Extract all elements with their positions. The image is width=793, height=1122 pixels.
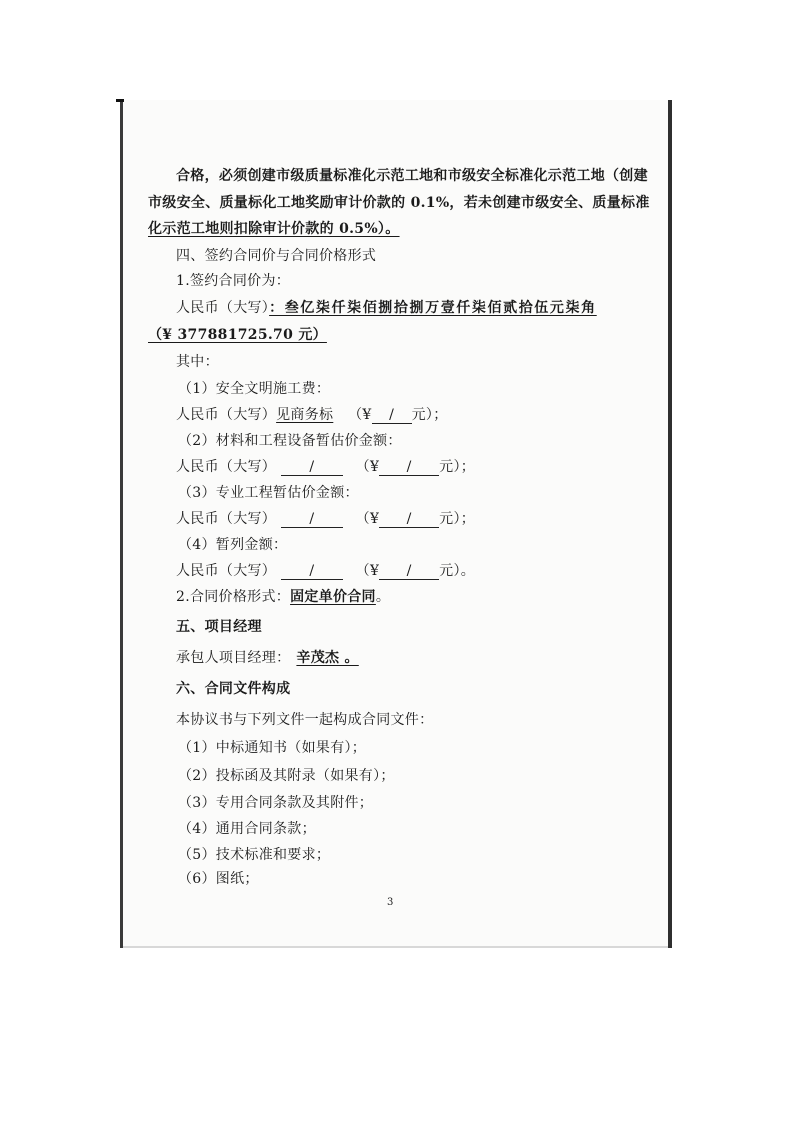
section-4-heading: 四、签约合同价与合同价格形式 xyxy=(176,248,377,264)
price-form-line xyxy=(176,587,390,607)
fee3-amount-line xyxy=(176,509,475,529)
price-form-end: 。 xyxy=(375,589,391,605)
fee1-yen-value: / xyxy=(372,407,412,424)
section-6-heading: 六、合同文件构成 xyxy=(176,681,291,697)
doc-list-item: （4）通用合同条款； xyxy=(178,821,316,837)
fee2-rmb-label: 人民币（大写） xyxy=(176,459,277,475)
fee4-yen-value: / xyxy=(379,563,439,580)
fee1-yen-close: 元）； xyxy=(411,407,448,423)
fee3-rmb-value: / xyxy=(281,511,343,528)
fee4-rmb-label: 人民币（大写） xyxy=(176,563,277,579)
fee2-rmb-value: / xyxy=(281,459,343,476)
contract-price-label: 1.签约合同价为： xyxy=(176,273,291,289)
fee3-yen-close: 元）； xyxy=(439,511,476,527)
page-number: 3 xyxy=(387,897,394,908)
doc-list-item: （3）专用合同条款及其附件； xyxy=(178,795,374,811)
fee1-amount-line xyxy=(176,405,448,425)
page-right-edge xyxy=(668,100,672,948)
section-5-heading: 五、项目经理 xyxy=(176,619,262,635)
fee1-rmb-value: 见商务标 xyxy=(276,407,334,423)
page-left-edge xyxy=(120,100,123,948)
contract-price-rmb-line xyxy=(176,298,597,318)
fee3-yen-open: （¥ xyxy=(355,511,380,527)
fee2-yen-open: （¥ xyxy=(355,459,380,475)
intro-line-2: 市级安全、质量标化工地奖励审计价款的 0.1%，若未创建市级安全、质量标准 xyxy=(148,195,650,211)
fee1-rmb-label: 人民币（大写） xyxy=(176,407,277,423)
contract-price-yen-value: （¥ 377881725.70 元） xyxy=(148,327,327,343)
rmb-uppercase-value: ：叁亿柒仟柒佰捌拾捌万壹仟柒佰贰拾伍元柒角 xyxy=(269,300,597,316)
section-6-intro: 本协议书与下列文件一起构成合同文件： xyxy=(176,712,434,728)
fee4-yen-close: 元）。 xyxy=(439,563,476,579)
project-manager-label: 承包人项目经理： xyxy=(176,650,291,666)
fee4-yen-open: （¥ xyxy=(355,563,380,579)
fee2-label: （2）材料和工程设备暂估价金额： xyxy=(178,433,402,449)
project-manager-value: 辛茂杰 。 xyxy=(296,650,359,666)
fee1-label: （1）安全文明施工费： xyxy=(178,381,331,397)
qizhong-label: 其中： xyxy=(176,354,219,370)
rmb-label: 人民币（大写） xyxy=(176,300,270,316)
doc-list-item: （2）投标函及其附录（如果有）； xyxy=(178,768,395,784)
fee4-amount-line xyxy=(176,561,475,581)
doc-list-item: （5）技术标准和要求； xyxy=(178,847,331,863)
intro-line-3: 化示范工地则扣除审计价款的 0.5%）。 xyxy=(148,221,400,237)
fee4-label: （4）暂列金额： xyxy=(178,537,288,553)
fee1-yen-open: （¥ xyxy=(348,407,372,423)
fee3-label: （3）专业工程暂估价金额： xyxy=(178,485,359,501)
doc-list-item: （6）图纸； xyxy=(178,871,259,887)
fee2-amount-line xyxy=(176,457,475,477)
fee2-yen-close: 元）； xyxy=(439,459,476,475)
fee4-rmb-value: / xyxy=(281,563,343,580)
doc-list-item: （1）中标通知书（如果有）； xyxy=(178,740,367,756)
project-manager-line xyxy=(176,648,359,668)
fee3-rmb-label: 人民币（大写） xyxy=(176,511,277,527)
fee3-yen-value: / xyxy=(379,511,439,528)
intro-line-1: 合格，必须创建市级质量标准化示范工地和市级安全标准化示范工地（创建 xyxy=(176,168,648,184)
price-form-value: 固定单价合同 xyxy=(290,589,376,605)
scan-corner-mark xyxy=(116,99,124,102)
price-form-label: 2.合同价格形式： xyxy=(176,589,291,605)
fee2-yen-value: / xyxy=(379,459,439,476)
